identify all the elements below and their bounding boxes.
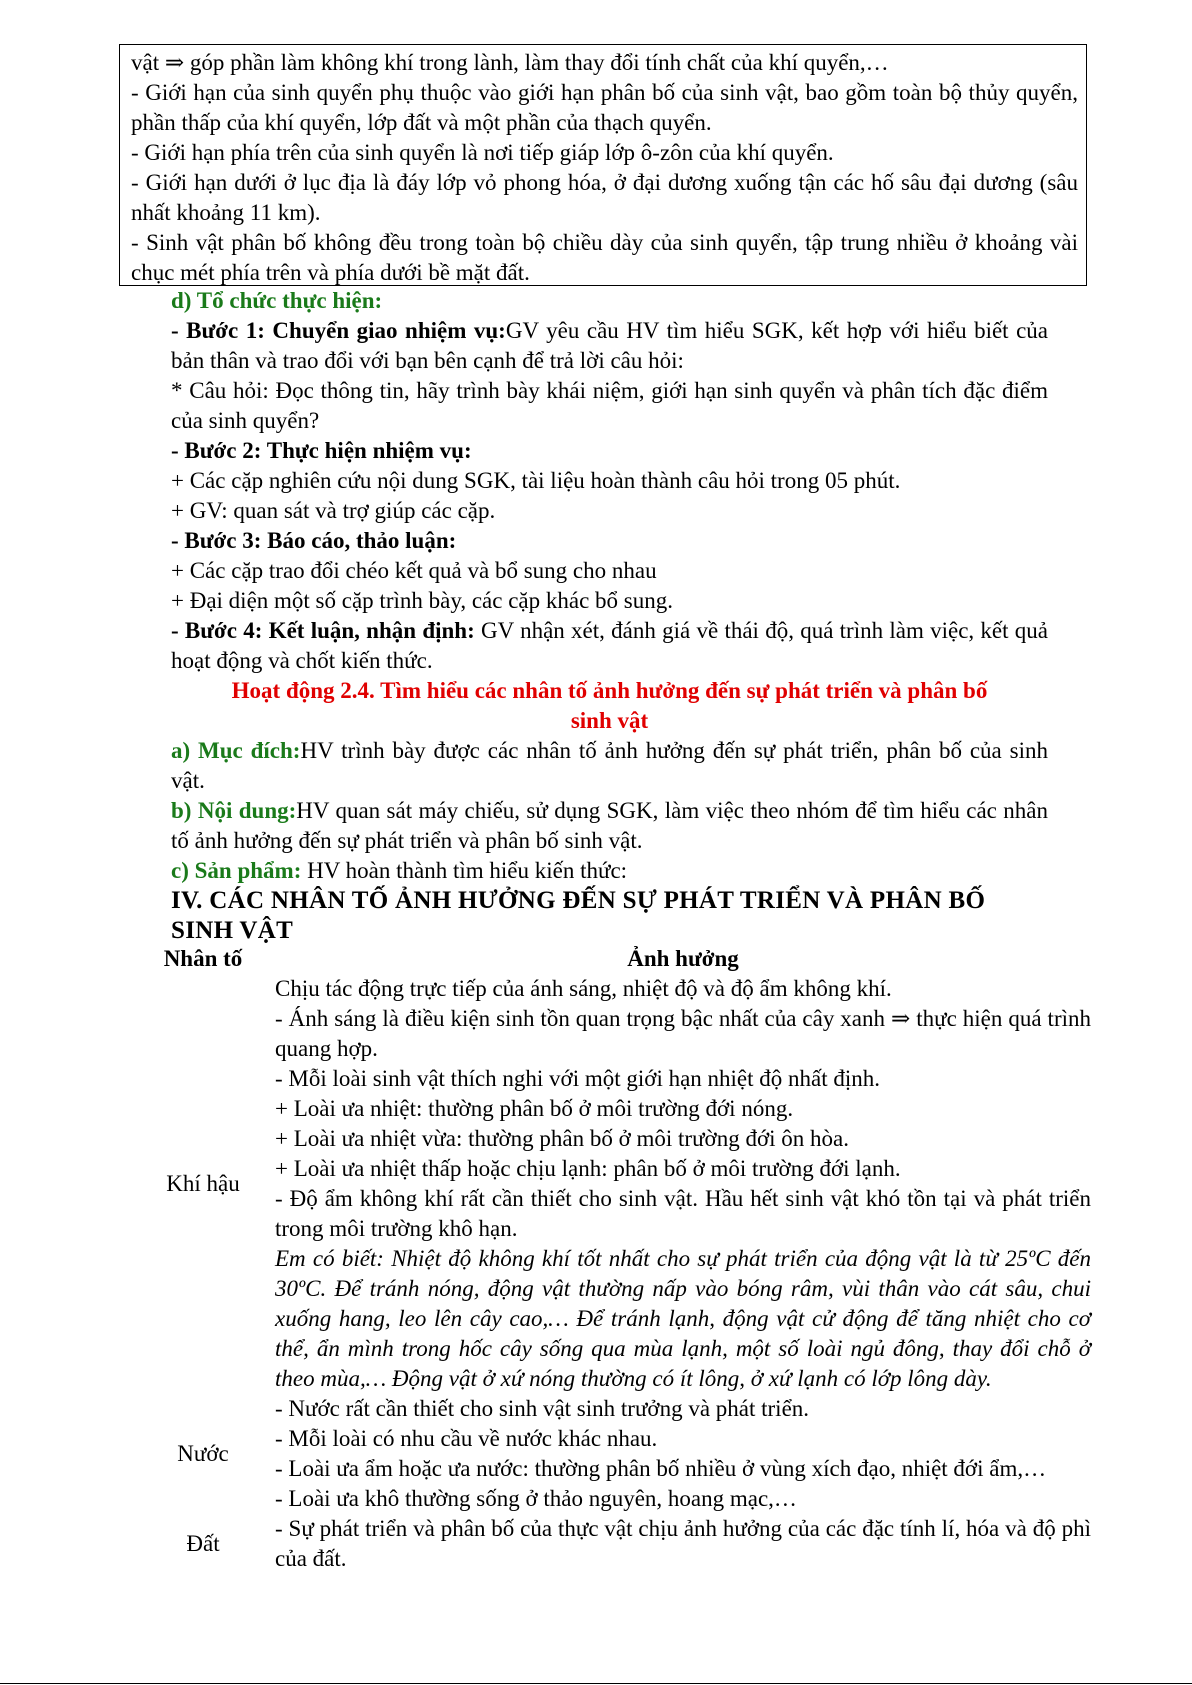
factor-name: Khí hậu bbox=[166, 1171, 240, 1196]
step-2-label: - Bước 2: Thực hiện nhiệm vụ: bbox=[171, 438, 472, 463]
factor-name: Đất bbox=[186, 1531, 220, 1556]
factors-table bbox=[131, 944, 1091, 1574]
step-1 bbox=[171, 316, 1048, 376]
section-heading-line: IV. CÁC NHÂN TỐ ẢNH HƯỞNG ĐẾN SỰ PHÁT TRIỂN VÀ PHÂN BỐ bbox=[171, 887, 986, 914]
product bbox=[171, 856, 1048, 886]
influence-line: - Ánh sáng là điều kiện sinh tồn quan trọng bậc nhất của cây xanh ⇒ thực hiện quá trình quang hợp. bbox=[275, 1006, 1091, 1061]
factor-influence bbox=[275, 1394, 1091, 1514]
box-line: - Sinh vật phân bố không đều trong toàn bộ chiều dày của sinh quyển, tập trung nhiều ở khoảng vài chục mét phía trên và phía dưới bề mặt đất. bbox=[131, 230, 1078, 285]
step-1-label: - Bước 1: Chuyển giao nhiệm vụ: bbox=[171, 318, 506, 343]
step-4-label: - Bước 4: Kết luận, nhận định: bbox=[171, 618, 475, 643]
box-line: - Giới hạn dưới ở lục địa là đáy lớp vỏ phong hóa, ở đại dương xuống tận các hố sâu đại dương (sâu nhất khoảng 11 km). bbox=[131, 170, 1078, 225]
activity-title-line: sinh vật bbox=[570, 708, 649, 733]
influence-line: - Loài ưa khô thường sống ở thảo nguyên, hoang mạc,… bbox=[275, 1486, 797, 1511]
influence-line: - Loài ưa ẩm hoặc ưa nước: thường phân bố nhiều ở vùng xích đạo, nhiệt đới ẩm,… bbox=[275, 1456, 1047, 1481]
activity-title-line: Hoạt động 2.4. Tìm hiểu các nhân tố ảnh hưởng đến sự phát triển và phân bố bbox=[231, 678, 988, 703]
step-2-item: + GV: quan sát và trợ giúp các cặp. bbox=[171, 498, 496, 523]
influence-line: - Mỗi loài có nhu cầu về nước khác nhau. bbox=[275, 1426, 658, 1451]
question: * Câu hỏi: Đọc thông tin, hãy trình bày khái niệm, giới hạn sinh quyển và phân tích đặc điểm của sinh quyển? bbox=[171, 378, 1048, 433]
biosphere-summary-box bbox=[119, 44, 1087, 286]
header-factor: Nhân tố bbox=[163, 946, 243, 971]
step-1-text: GV yêu cầu HV tìm hiểu SGK, kết hợp với hiểu biết của bản thân và trao đổi với bạn bên cạnh để trả lời câu hỏi: bbox=[171, 318, 1048, 373]
factor-name: Nước bbox=[177, 1441, 229, 1466]
purpose-label: a) Mục đích: bbox=[171, 738, 301, 763]
table-header-row bbox=[131, 944, 1091, 974]
influence-line: - Sự phát triển và phân bố của thực vật chịu ảnh hưởng của các đặc tính lí, hóa và độ phì của đất. bbox=[275, 1516, 1091, 1571]
box-line: - Giới hạn phía trên của sinh quyển là nơi tiếp giáp lớp ô-zôn của khí quyển. bbox=[131, 140, 834, 165]
page-bottom-rule bbox=[0, 1683, 1192, 1684]
step-3-item: + Các cặp trao đổi chéo kết quả và bổ sung cho nhau bbox=[171, 558, 657, 583]
content bbox=[171, 796, 1048, 856]
table-row-soil bbox=[131, 1514, 1091, 1574]
purpose-text: HV trình bày được các nhân tố ảnh hưởng đến sự phát triển, phân bố của sinh vật. bbox=[171, 738, 1048, 793]
influence-line: + Loài ưa nhiệt thấp hoặc chịu lạnh: phân bố ở môi trường đới lạnh. bbox=[275, 1156, 901, 1181]
step-3-label: - Bước 3: Báo cáo, thảo luận: bbox=[171, 528, 457, 553]
box-line: - Giới hạn của sinh quyển phụ thuộc vào giới hạn phân bố của sinh vật, bao gồm toàn bộ thủy quyển, phần thấp của khí quyển, lớp đất và một phần của thạch quyển. bbox=[131, 80, 1078, 135]
purpose bbox=[171, 736, 1048, 796]
product-text: HV hoàn thành tìm hiểu kiến thức: bbox=[301, 858, 628, 883]
influence-line: - Nước rất cần thiết cho sinh vật sinh trưởng và phát triển. bbox=[275, 1396, 810, 1421]
step-2-item: + Các cặp nghiên cứu nội dung SGK, tài liệu hoàn thành câu hỏi trong 05 phút. bbox=[171, 468, 901, 493]
step-4-text: GV nhận xét, đánh giá về thái độ, quá trình làm việc, kết quả hoạt động và chốt kiến thức. bbox=[171, 618, 1048, 673]
main-content bbox=[171, 286, 1048, 946]
influence-line: - Mỗi loài sinh vật thích nghi với một giới hạn nhiệt độ nhất định. bbox=[275, 1066, 881, 1091]
content-label: b) Nội dung: bbox=[171, 798, 297, 823]
box-line: vật ⇒ góp phần làm không khí trong lành, làm thay đổi tính chất của khí quyển,… bbox=[131, 50, 889, 75]
influence-line: + Loài ưa nhiệt vừa: thường phân bố ở môi trường đới ôn hòa. bbox=[275, 1126, 849, 1151]
influence-line: - Độ ẩm không khí rất cần thiết cho sinh vật. Hầu hết sinh vật khó tồn tại và phát triển trong môi trường khô hạn. bbox=[275, 1186, 1091, 1241]
factor-influence bbox=[275, 1514, 1091, 1574]
organize-heading: d) Tổ chức thực hiện: bbox=[171, 288, 383, 313]
table-row-climate bbox=[131, 974, 1091, 1394]
activity-title bbox=[171, 676, 1048, 736]
did-you-know-note: Em có biết: Nhiệt độ không khí tốt nhất cho sự phát triển của động vật là từ 25ºC đến 30ºC. Để tránh nóng, động vật thường nấp vào bóng râm, vùi thân vào cát sâu, chui xuống hang, leo lên cây cao,… Để tránh lạnh, động vật cử động để tăng nhiệt cho cơ thể, ẩn mình trong hốc cây sống qua mùa lạnh, một số loài ngủ đông, thay đổi chỗ ở theo mùa,… Động vật ở xứ nóng thường có ít lông, ở xứ lạnh có lớp lông dày. bbox=[275, 1246, 1091, 1391]
product-label: c) Sản phẩm: bbox=[171, 858, 302, 883]
table-row-water bbox=[131, 1394, 1091, 1514]
step-4 bbox=[171, 616, 1048, 676]
section-heading-line: SINH VẬT bbox=[171, 917, 294, 944]
influence-line: Chịu tác động trực tiếp của ánh sáng, nhiệt độ và độ ẩm không khí. bbox=[275, 976, 892, 1001]
section-heading bbox=[171, 886, 1048, 946]
content-text: HV quan sát máy chiếu, sử dụng SGK, làm việc theo nhóm để tìm hiểu các nhân tố ảnh hưởng đến sự phát triển và phân bố sinh vật. bbox=[171, 798, 1048, 853]
influence-line: + Loài ưa nhiệt: thường phân bố ở môi trường đới nóng. bbox=[275, 1096, 794, 1121]
step-3-item: + Đại diện một số cặp trình bày, các cặp khác bổ sung. bbox=[171, 588, 673, 613]
header-influence: Ảnh hưởng bbox=[627, 946, 739, 971]
factor-influence bbox=[275, 974, 1091, 1394]
